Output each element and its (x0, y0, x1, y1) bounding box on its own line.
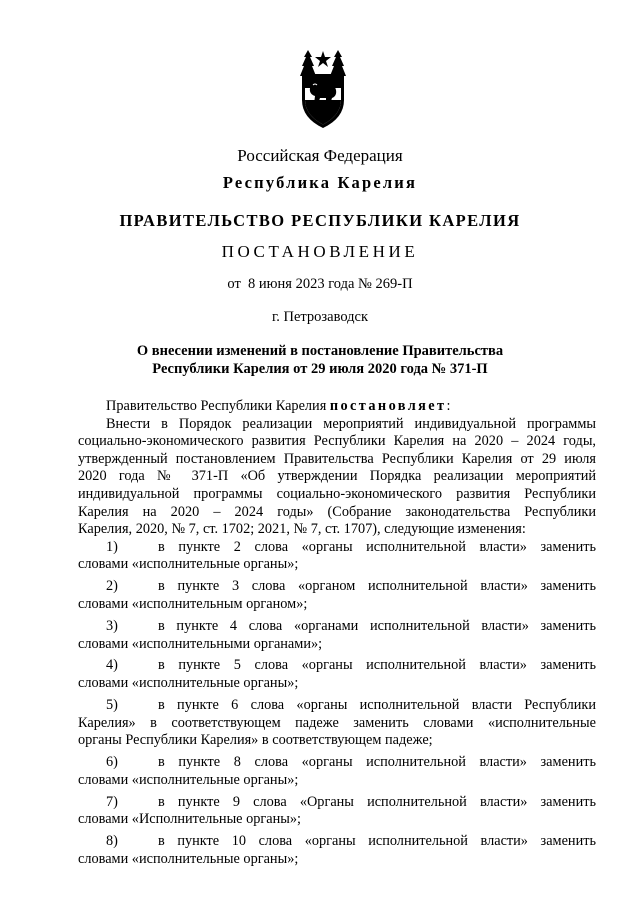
intro-suffix: : (446, 398, 451, 414)
paragraph-line: социально-экономического развития Республики Карелия на 2020 – 2024 годы, (78, 433, 596, 450)
paragraph-line: утвержденный постановлением Правительства Республики Карелия от 29 июля (78, 450, 596, 467)
list-item-continuation: словами «исполнительными органами»; (78, 635, 323, 652)
list-item-continuation: словами «исполнительные органы»; (78, 771, 299, 788)
list-item-text: в пункте 8 слова «органы исполнительной власти» заменить (158, 754, 596, 771)
list-item-number: 2) (106, 578, 118, 595)
paragraph-line: индивидуальной программы социально-экономического развития Республики (78, 485, 596, 502)
list-item (78, 578, 596, 596)
document-subject-line-2: Республики Карелия от 29 июля 2020 года № 371-П (152, 361, 488, 377)
intro-prefix: Правительство Республики Карелия (106, 398, 330, 414)
document-body (78, 398, 596, 869)
list-item-text: в пункте 9 слова «Органы исполнительной власти» заменить (158, 793, 596, 810)
list-item (78, 618, 596, 636)
list-item (78, 539, 596, 557)
list-item-continuation: словами «исполнительные органы»; (78, 675, 299, 692)
document-subject-line-1: О внесении изменений в постановление Правительства (136, 343, 504, 359)
document-city: г. Петрозаводск (271, 309, 369, 325)
list-item-number: 5) (106, 697, 118, 714)
list-item-continuation: словами «исполнительные органы»; (78, 850, 299, 867)
list-item (78, 833, 596, 851)
intro-paragraph (78, 398, 596, 416)
list-item-continuation: Карелия» в соответствующем падеже заменить словами «исполнительные (78, 714, 596, 731)
list-item-number: 4) (106, 657, 118, 674)
list-item-text: в пункте 3 слова «органом исполнительной власти» заменить (158, 578, 596, 595)
list-item (78, 657, 596, 675)
list-item-continuation: органы Республики Карелия» в соответствующем падеже; (78, 732, 433, 749)
list-item-continuation: словами «Исполнительные органы»; (78, 811, 301, 828)
list-item-text: в пункте 2 слова «органы исполнительной власти» заменить (158, 538, 596, 555)
list-item-text: в пункте 4 слова «органами исполнительной власти» заменить (158, 617, 596, 634)
document-date-number: от 8 июня 2023 года № 269-П (227, 276, 413, 292)
list-item-number: 1) (106, 538, 118, 555)
list-item-number: 7) (106, 793, 118, 810)
list-item-number: 6) (106, 754, 118, 771)
intro-keyword: постановляет (329, 398, 447, 414)
list-item-text: в пункте 5 слова «органы исполнительной власти» заменить (158, 657, 596, 674)
country-name: Российская Федерация (237, 146, 403, 165)
list-item (78, 754, 596, 772)
document-type: ПОСТАНОВЛЕНИЕ (221, 242, 419, 261)
government-title: ПРАВИТЕЛЬСТВО РЕСПУБЛИКИ КАРЕЛИЯ (119, 211, 521, 230)
karelia-coat-of-arms-icon (296, 48, 350, 130)
list-item-text: в пункте 10 слова «органы исполнительной власти» заменить (158, 833, 596, 850)
list-item-number: 8) (106, 833, 118, 850)
list-item (78, 697, 596, 715)
paragraph-line: 2020 года № 371-П «Об утверждении Порядка реализации мероприятий (78, 468, 596, 485)
list-item-continuation: словами «исполнительным органом»; (78, 595, 308, 612)
republic-name: Республика Карелия (222, 173, 418, 192)
list-item-text: в пункте 6 слова «органы исполнительной власти Республики (158, 697, 596, 714)
paragraph-line: Карелия на 2020 – 2024 годы» (Собрание законодательства Республики (78, 503, 596, 520)
paragraph-line: Карелия, 2020, № 7, ст. 1702; 2021, № 7, ст. 1707), следующие изменения: (78, 521, 526, 538)
list-item-number: 3) (106, 617, 118, 634)
list-item (78, 794, 596, 812)
list-item-continuation: словами «исполнительные органы»; (78, 556, 299, 573)
paragraph-line: Внести в Порядок реализации мероприятий индивидуальной программы (106, 415, 596, 432)
